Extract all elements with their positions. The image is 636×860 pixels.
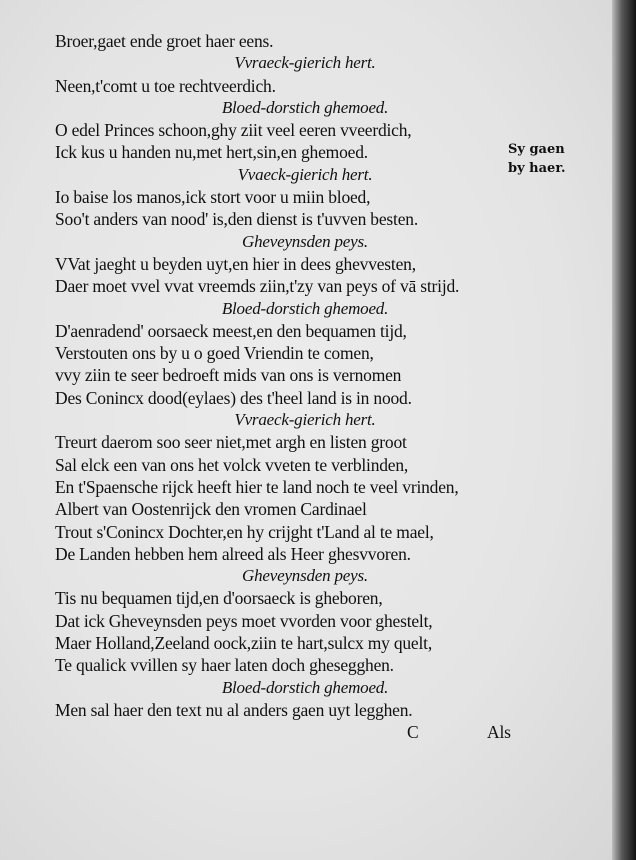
verse-line: Tis nu bequamen tijd,en d'oorsaeck is gheboren, xyxy=(55,588,383,609)
verse-line: Io baise los manos,ick stort voor u miin bloed, xyxy=(55,187,371,208)
verse-line: De Landen hebben hem alreed als Heer ghesvvoren. xyxy=(55,543,411,564)
speaker-name: Bloed-dorstich ghemoed. xyxy=(221,97,389,117)
verse-line: Sal elck een van ons het volck vveten te verblinden, xyxy=(55,454,409,475)
speaker-name: Bloed-dorstich ghemoed. xyxy=(221,298,389,318)
speaker-name: Vvaeck-gierich hert. xyxy=(237,164,373,184)
verse-line: Ick kus u handen nu,met hert,sin,en ghemoed. xyxy=(55,142,368,163)
marginal-stage-direction xyxy=(508,140,566,178)
verse-line: VVat jaeght u beyden uyt,en hier in dees ghevvesten, xyxy=(55,253,416,274)
verse-line: Neen,t'comt u toe rechtveerdich. xyxy=(55,75,276,96)
page-footer xyxy=(55,721,615,743)
verse-line: Soo't anders van nood' is,den dienst is t'uvven besten. xyxy=(55,209,418,230)
verse-line: Treurt daerom soo seer niet,met argh en listen groot xyxy=(55,432,407,453)
sidenote-line: Sy gaen xyxy=(508,142,565,157)
verse-line: Daer moet vvel vvat vreemds ziin,t'zy van peys of vā strijd. xyxy=(55,276,460,297)
speaker-name: Vvraeck-gierich hert. xyxy=(234,53,376,73)
verse-line: Men sal haer den text nu al anders gaen uyt legghen. xyxy=(55,699,413,720)
verse-line: D'aenradend' oorsaeck meest,en den bequamen tijd, xyxy=(55,320,407,341)
sidenote-line: by haer. xyxy=(508,161,566,176)
speaker-name: Bloed-dorstich ghemoed. xyxy=(221,677,389,697)
verse-line: Albert van Oostenrijck den vromen Cardinael xyxy=(55,499,367,520)
verse-line: Dat ick Gheveynsden peys moet vvorden voor ghestelt, xyxy=(55,610,433,631)
page-text xyxy=(55,30,615,744)
verse-line: Trout s'Conincx Dochter,en hy crijght t'Land al te mael, xyxy=(55,521,434,542)
verse-line: Des Conincx dood(eylaes) des t'heel land is in nood. xyxy=(55,387,412,408)
catchword: Als xyxy=(487,722,511,743)
signature-mark: C xyxy=(407,722,419,743)
page-edge-shadow xyxy=(612,0,636,860)
speaker-name: Gheveynsden peys. xyxy=(242,566,368,586)
verse-line: En t'Spaensche rijck heeft hier te land noch te veel vrinden, xyxy=(55,476,459,497)
verse-line: O edel Princes schoon,ghy ziit veel eeren vveerdich, xyxy=(55,120,412,141)
speaker-name: Vvraeck-gierich hert. xyxy=(234,410,376,430)
verse-line: Maer Holland,Zeeland oock,ziin te hart,sulcx my quelt, xyxy=(55,633,432,654)
verse-line: Verstouten ons by u o goed Vriendin te comen, xyxy=(55,343,374,364)
verse-line: vvy ziin te seer bedroeft mids van ons is vernomen xyxy=(55,365,402,386)
verse-line: Te qualick vvillen sy haer laten doch ghesegghen. xyxy=(55,655,394,676)
speaker-name: Gheveynsden peys. xyxy=(242,231,368,251)
verse-line: Broer,gaet ende groet haer eens. xyxy=(55,31,274,51)
